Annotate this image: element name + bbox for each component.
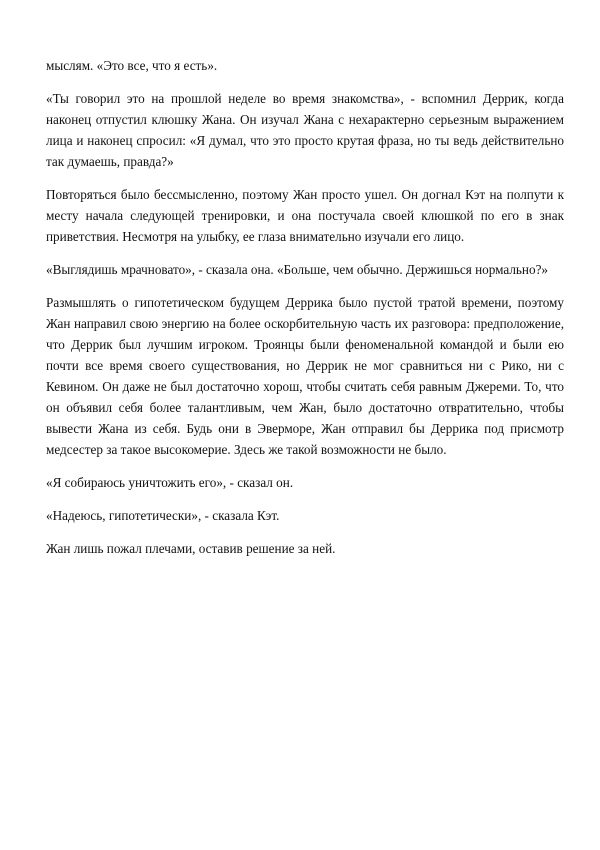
paragraph-5: Размышлять о гипотетическом будущем Деррика было пустой тратой времени, поэтому Жан направил свою энергию на более оскорбительную часть их разговора: предположение, что Деррик был лучшим игроком. Троянцы были феноменальной командой и были ею почти все время своего существования, но Деррик не мог сравниться ни с Рико, ни с Кевином. Он даже не был достаточно хорош, чтобы считать себя равным Джереми. То, что он объявил себя более талантливым, чем Жан, было достаточно отвратительно, чтобы вывести Жана из себя. Будь они в Эверморе, Жан отправил бы Деррика под присмотр медсестер за такое высокомерие. Здесь же такой возможности не было.	[46, 295, 564, 457]
paragraph-8: Жан лишь пожал плечами, оставив решение за ней.	[46, 541, 336, 556]
paragraph-4: «Выглядишь мрачновато», - сказала она. «Больше, чем обычно. Держишься нормально?»	[46, 262, 549, 277]
paragraph-2: «Ты говорил это на прошлой неделе во время знакомства», - вспомнил Деррик, когда наконец отпустил клюшку Жана. Он изучал Жана с нехарактерно серьезным выражением лица и наконец спросил: «Я думал, что это просто крутая фраза, но ты ведь действительно так думаешь, правда?»	[46, 91, 564, 169]
paragraph-1: мыслям. «Это все, что я есть».	[46, 58, 218, 73]
paragraph-7: «Надеюсь, гипотетически», - сказала Кэт.	[46, 508, 280, 523]
paragraph-3: Повторяться было бессмысленно, поэтому Жан просто ушел. Он догнал Кэт на полпути к месту начала следующей тренировки, и она постучала своей клюшкой по его в знак приветствия. Несмотря на улыбку, ее глаза внимательно изучали его лицо.	[46, 187, 564, 244]
document-body	[46, 55, 564, 571]
paragraph-6: «Я собираюсь уничтожить его», - сказал он.	[46, 475, 294, 490]
